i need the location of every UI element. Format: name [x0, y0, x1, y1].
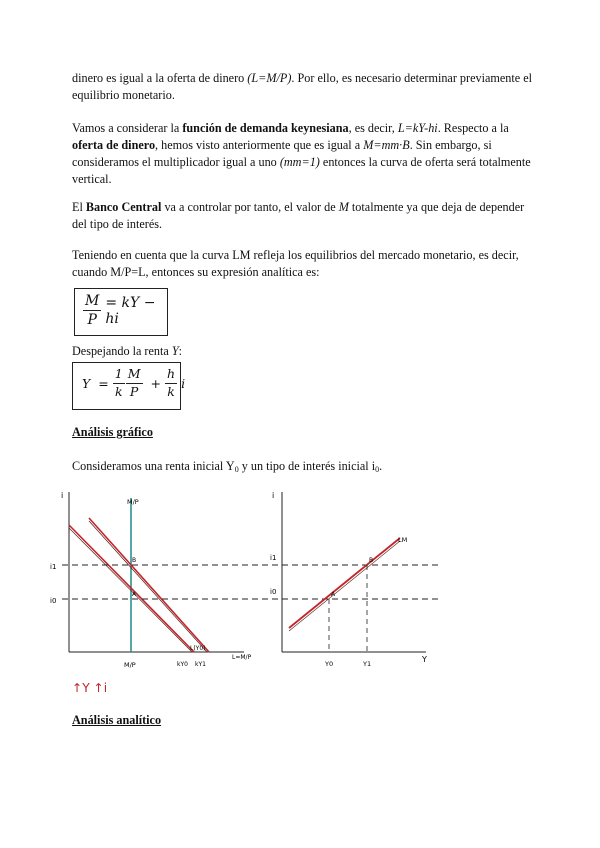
lm-curve: [289, 538, 400, 628]
right-point-a: A: [331, 591, 336, 598]
ky0-label: kY0: [177, 661, 188, 668]
paragraph-6: Consideramos una renta inicial $Y_0$ y un tipo de interés inicial $i_0$.: [72, 459, 383, 474]
y0-label: Y0: [325, 660, 334, 668]
paragraph-4: Teniendo en cuenta que la curva LM refleja los equilibrios del mercado monetario, es decir, cuando M/P=L, entonces su expresión analítica es:: [72, 248, 519, 279]
left-i0-label: i0: [50, 597, 57, 605]
left-y-axis-label: i: [61, 491, 64, 500]
left-i1-label: i1: [50, 563, 57, 571]
left-money-market-graph: [50, 491, 439, 669]
right-i1-label: i1: [270, 554, 277, 562]
right-y-axis-label: i: [272, 491, 275, 500]
y1-label: Y1: [363, 660, 372, 668]
lm-curve-shadow: [289, 541, 400, 631]
paragraph-2: Vamos a considerar la función de demanda keynesiana, es decir, L=kY-hi. Respecto a la oferta de dinero, hemos visto anteriormente que es igual a M=mm·B. Sin embargo, si consideramos el multiplicador igual a uno (mm=1) entonces la curva de oferta será totalmente vertical.: [72, 121, 531, 186]
graph-figure: [44, 480, 439, 675]
paragraph-3: El Banco Central va a controlar por tanto, el valor de M totalmente ya que deja de depender del tipo de interés.: [72, 200, 525, 231]
equation-y: Y = $\frac{1}{k}$ $\frac{M}{P}$ + $\frac{h}{k}$ i: [82, 366, 186, 399]
demand-curve-y1-shadow: [89, 521, 207, 652]
right-lm-graph: [270, 491, 427, 668]
left-x-axis-label: L=M/P: [232, 654, 252, 661]
left-point-a: A: [132, 591, 137, 598]
equation-y-box: [72, 362, 186, 410]
paragraph-1: dinero es igual a la oferta de dinero (L=M/P). Por ello, es necesario determinar previamente el equilibrio monetario.: [72, 71, 533, 102]
lm-curve-label: LM: [398, 536, 408, 544]
ky1-label: kY1: [195, 661, 206, 668]
demand-curve-y1: [89, 518, 209, 652]
right-x-axis-label: Y: [422, 655, 427, 664]
heading-analisis-analitico: Análisis analítico: [72, 713, 162, 727]
left-point-b: B: [132, 557, 137, 564]
right-i0-label: i0: [270, 588, 277, 596]
paragraph-5: Despejando la renta Y:: [72, 344, 182, 358]
equation-lm-box: [74, 288, 168, 336]
money-supply-bottom-label: M/P: [124, 661, 136, 669]
money-supply-top-label: M/P: [127, 498, 139, 506]
result-text: ↑Y ↑i: [72, 681, 108, 695]
equation-lm: $\frac{M}{P}$ = kY − hi: [85, 293, 156, 328]
right-point-b: B: [369, 557, 374, 564]
demand-curve-label: L(Y0): [190, 645, 206, 652]
heading-analisis-grafico: Análisis gráfico: [72, 425, 153, 439]
